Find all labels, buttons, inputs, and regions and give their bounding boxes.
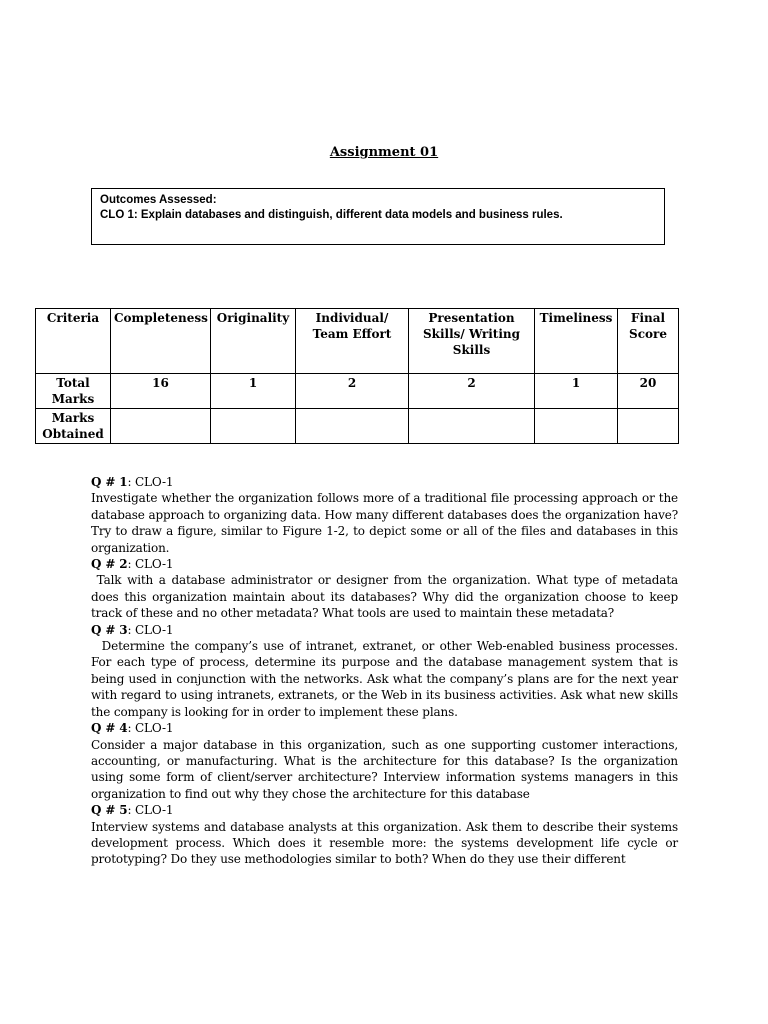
header-final-score: Final Score: [618, 309, 679, 374]
header-criteria: Criteria: [36, 309, 111, 374]
questions-section: [91, 474, 682, 868]
obtained-final-score[interactable]: [618, 409, 679, 444]
total-completeness: 16: [111, 374, 211, 409]
obtained-originality[interactable]: [211, 409, 296, 444]
question-heading: [91, 556, 678, 572]
question-text: Consider a major database in this organization, such as one supporting customer interactions, accounting, or manufacturing. What is the architecture for this database? Is the organization using some form of client/server architecture? Interview information systems managers in this organization to find out why they chose the architecture for this database: [91, 737, 678, 801]
question-text: Interview systems and database analysts at this organization. Ask them to describe their systems development process. Which does it resemble more: the systems development life cycle or prototyping? Do they use methodologies similar to both? When do they use their different: [91, 819, 678, 867]
outcomes-heading: Outcomes Assessed:: [100, 194, 217, 206]
question-text: Talk with a database administrator or designer from the organization. What type of metadata does this organization maintain about its databases? Why did the organization choose to keep track of these and no other metadata? What tools are used to maintain these metadata?: [91, 573, 682, 621]
header-presentation: Presentation Skills/ Writing Skills: [409, 309, 535, 374]
obtained-timeliness[interactable]: [535, 409, 618, 444]
question-heading: [91, 802, 678, 818]
header-timeliness: Timeliness: [535, 309, 618, 374]
total-marks-label: Total Marks: [36, 374, 111, 409]
question-number: Q # 5: [91, 803, 128, 818]
question-number: Q # 1: [91, 475, 128, 489]
obtained-completeness[interactable]: [111, 409, 211, 444]
header-completeness: Completeness: [111, 309, 211, 374]
question-number: Q # 2: [91, 557, 128, 572]
total-timeliness: 1: [535, 374, 618, 409]
total-originality: 1: [211, 374, 296, 409]
total-marks-row: [36, 374, 679, 409]
clo-statement: CLO 1: Explain databases and distinguish, different data models and business rules.: [100, 209, 563, 221]
question-heading: [91, 720, 678, 736]
rubric-table: [35, 308, 679, 444]
header-originality: Originality: [211, 309, 296, 374]
question-clo: : CLO-1: [127, 721, 174, 736]
outcomes-box: [91, 188, 665, 245]
question-number: Q # 4: [91, 721, 128, 736]
question-clo: : CLO-1: [127, 475, 174, 489]
total-final-score: 20: [618, 374, 679, 409]
question-text: Investigate whether the organization follows more of a traditional file processing approach or the database approach to organizing data. How many different databases does the organization have? Try to draw a figure, similar to Figure 1-2, to depict some or all of the files and databases in this organization.: [91, 491, 678, 555]
question-text: Determine the company’s use of intranet, extranet, or other Web-enabled business processes. For each type of process, determine its purpose and the database management system that is being used in conjunction with the networks. Ask what the company’s plans are for the next year with regard to using intranets, extranets, or the Web in its business activities. Ask what new skills the company is looking for in order to implement these plans.: [91, 639, 682, 719]
question-clo: : CLO-1: [127, 622, 174, 637]
header-team-effort: Individual/ Team Effort: [296, 309, 409, 374]
question-clo: : CLO-1: [127, 557, 174, 572]
question-heading: [91, 474, 678, 490]
marks-obtained-row: [36, 409, 679, 444]
question-heading: [91, 622, 678, 638]
total-presentation: 2: [409, 374, 535, 409]
marks-obtained-label: Marks Obtained: [36, 409, 111, 444]
question-number: Q # 3: [91, 622, 128, 637]
assignment-title: Assignment 01: [329, 145, 439, 160]
rubric-header-row: [36, 309, 679, 374]
total-team-effort: 2: [296, 374, 409, 409]
obtained-team-effort[interactable]: [296, 409, 409, 444]
obtained-presentation[interactable]: [409, 409, 535, 444]
question-clo: : CLO-1: [127, 803, 174, 818]
